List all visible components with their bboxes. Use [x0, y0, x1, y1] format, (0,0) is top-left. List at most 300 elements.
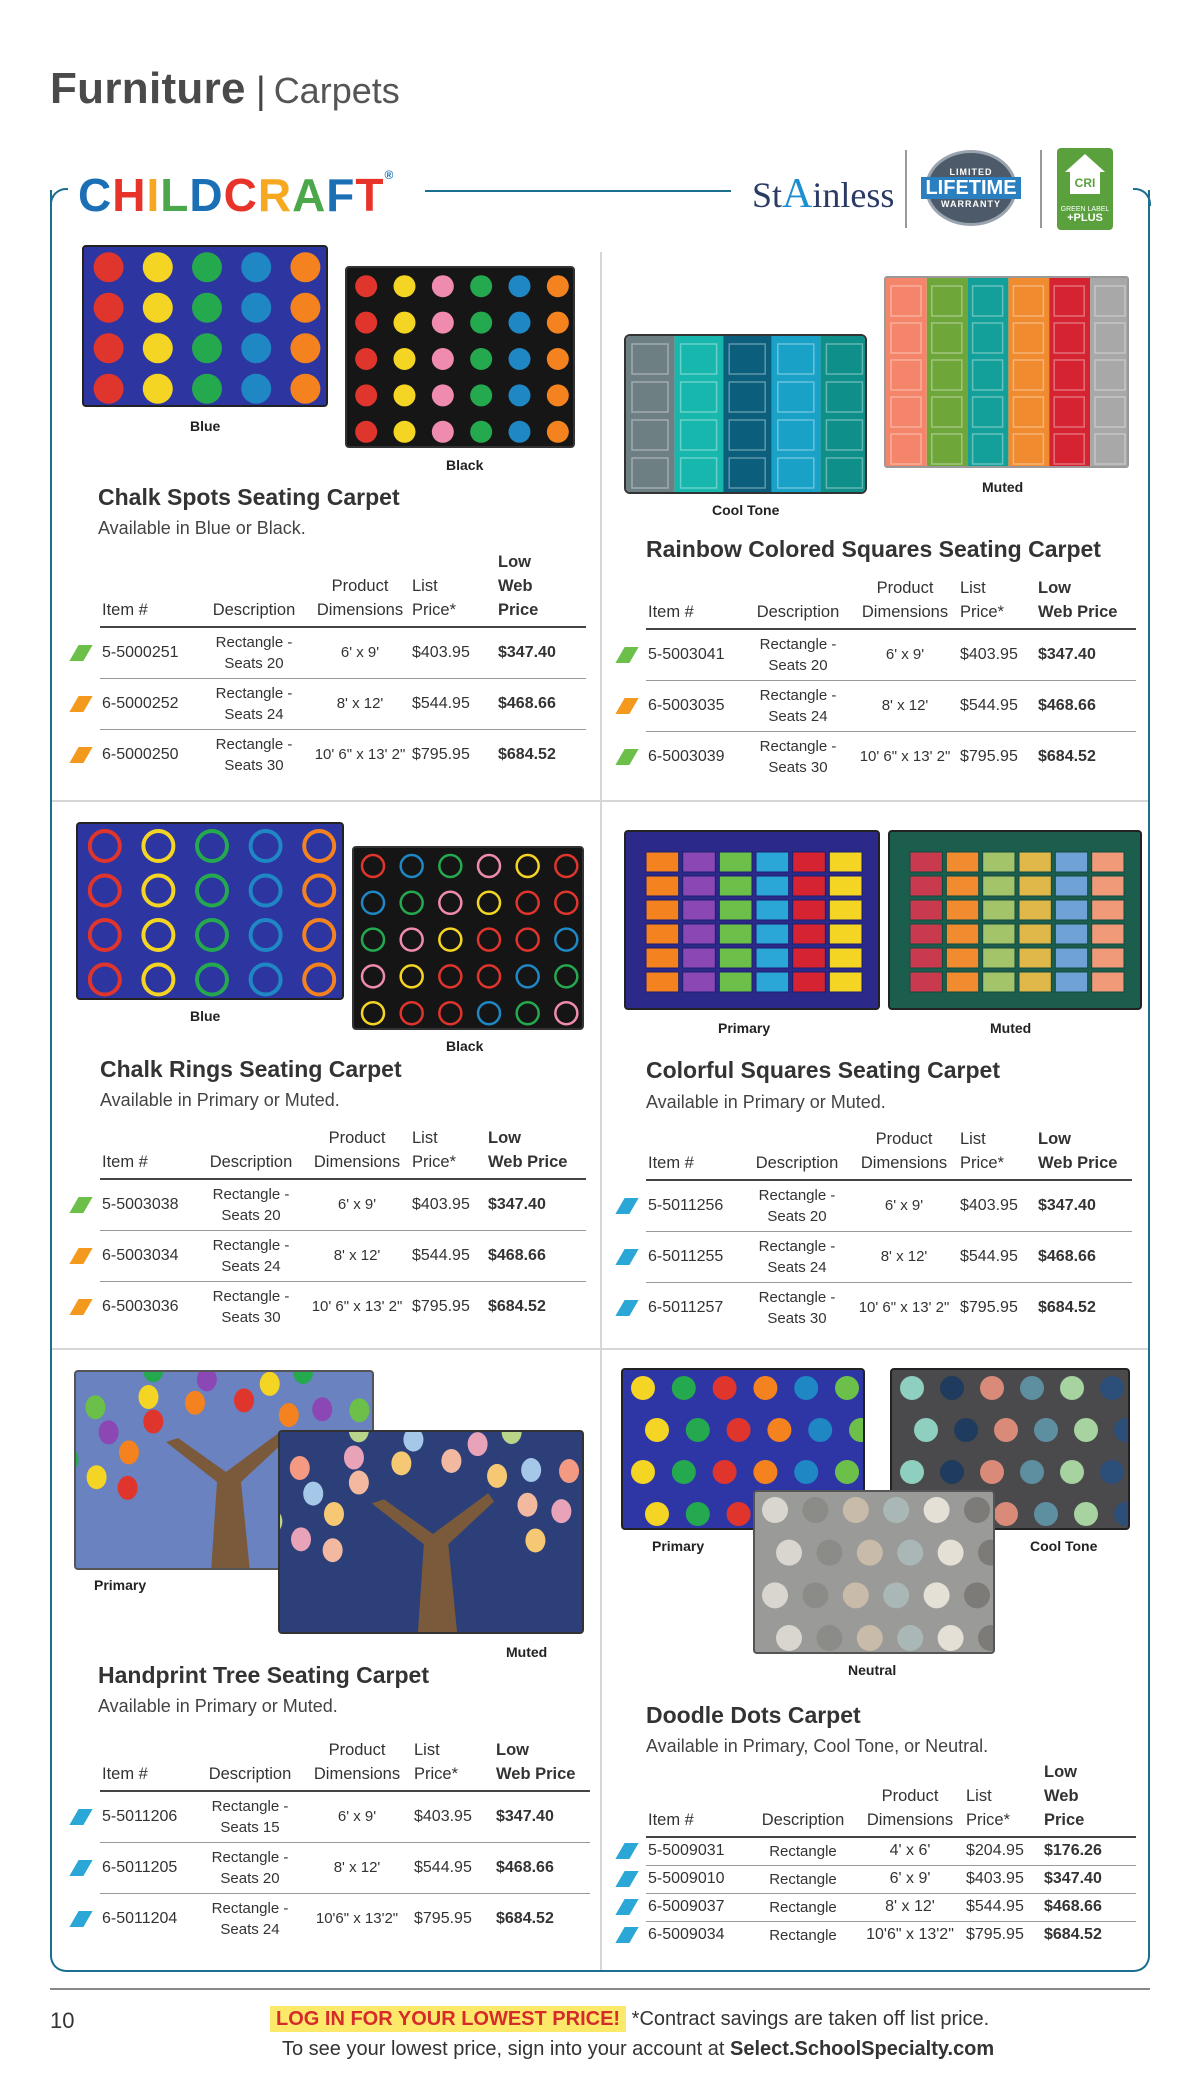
rug-pattern-shape: [478, 965, 500, 987]
rug-pattern-shape: [470, 348, 492, 370]
price-table: [646, 576, 1136, 782]
table-row: [646, 1837, 1136, 1865]
color-label: Primary: [652, 1538, 705, 1554]
rug-pattern-shape: [646, 924, 679, 944]
rug-pattern-shape: [143, 965, 173, 995]
rug-pattern-shape: [897, 1625, 923, 1651]
rug-pattern-shape: [470, 421, 492, 443]
dimensions-cell: 8' x 12': [302, 1842, 412, 1893]
rug-pattern-shape: [983, 924, 1015, 944]
dimensions-cell: 6' x 9': [304, 1179, 410, 1230]
rug-pattern-shape: [478, 1002, 500, 1024]
product-title: Rainbow Colored Squares Seating Carpet: [646, 536, 1101, 562]
description-cell: Rectangle: [750, 1837, 856, 1865]
rug-pattern-shape: [517, 965, 539, 987]
web-price-cell: $468.66: [486, 1230, 586, 1281]
col-web-price: Low Web Price: [486, 1126, 586, 1179]
rug-image-rainbow-cool-tone: [624, 334, 867, 494]
web-price-cell: $176.26: [1042, 1837, 1136, 1865]
web-price-cell: $468.66: [494, 1842, 590, 1893]
rug-pattern-shape: [946, 876, 978, 896]
color-label: Cool Tone: [712, 502, 780, 518]
rug-pattern-shape: [143, 1372, 163, 1382]
rug-image-handprint-tree-muted: [278, 1430, 584, 1634]
rug-pattern-shape: [355, 384, 377, 406]
rug-pattern-shape: [946, 948, 978, 968]
rug-pattern-shape: [517, 1002, 539, 1024]
rug-pattern-shape: [555, 929, 577, 951]
rug-pattern-shape: [753, 1460, 777, 1484]
rug-pattern-shape: [683, 852, 716, 872]
rug-pattern-shape: [192, 333, 222, 363]
rug-pattern-shape: [1019, 972, 1051, 992]
rug-pattern-shape: [978, 1540, 995, 1566]
rug-pattern-shape: [719, 948, 752, 968]
description-cell: Rectangle - Seats 24: [211, 1899, 289, 1938]
rug-pattern-shape: [362, 892, 384, 914]
rug-pattern-shape: [994, 1418, 1018, 1442]
rug-pattern-shape: [517, 855, 539, 877]
rug-pattern-shape: [478, 892, 500, 914]
rug-pattern-shape: [241, 252, 271, 282]
rug-pattern-shape: [820, 336, 867, 494]
color-label: Muted: [990, 1020, 1032, 1036]
rug-pattern-shape: [197, 831, 227, 861]
dimensions-cell: 8' x 12': [852, 680, 958, 731]
rug-pattern-shape: [719, 852, 752, 872]
rug-pattern-shape: [323, 1538, 343, 1562]
rug-pattern-shape: [793, 876, 826, 896]
signin-text: To see your lowest price, sign into your account at: [282, 2038, 725, 2060]
list-price-cell: $403.95: [412, 1791, 494, 1842]
list-price-cell: $795.95: [960, 1298, 1018, 1316]
rug-pattern-shape: [980, 1460, 1004, 1484]
rug-pattern-shape: [756, 900, 789, 920]
rug-pattern-shape: [349, 1432, 369, 1442]
rug-pattern-shape: [303, 1482, 323, 1506]
description-cell: Rectangle: [769, 1926, 837, 1944]
rug-pattern-shape: [1100, 1376, 1124, 1400]
item-number-cell[interactable]: 6-5011204: [100, 1893, 198, 1944]
rug-pattern-shape: [756, 876, 789, 896]
rug-pattern-shape: [487, 1464, 507, 1488]
rug-pattern-shape: [559, 1459, 579, 1483]
product-availability: Available in Primary, Cool Tone, or Neutral.: [646, 1736, 989, 1756]
rug-pattern-shape: [478, 929, 500, 951]
item-number-cell[interactable]: 5-5009010: [646, 1865, 750, 1893]
rug-pattern-shape: [719, 900, 752, 920]
list-price-cell: $795.95: [960, 747, 1018, 765]
rug-pattern-shape: [646, 900, 679, 920]
table-row: [100, 678, 586, 729]
web-price-cell: $684.52: [496, 1909, 554, 1927]
rug-pattern-shape: [143, 876, 173, 906]
rug-pattern-shape: [76, 1448, 79, 1472]
price-table: [646, 1760, 1136, 1949]
rug-pattern-shape: [1055, 972, 1087, 992]
rug-pattern-shape: [304, 965, 334, 995]
rug-pattern-shape: [756, 852, 789, 872]
item-number-cell[interactable]: 6-5003034: [100, 1230, 198, 1281]
rug-pattern-shape: [119, 1440, 139, 1464]
rug-pattern-shape: [983, 876, 1015, 896]
item-number-cell[interactable]: 6-5011205: [100, 1842, 198, 1893]
rug-pattern-shape: [762, 1582, 788, 1608]
web-price-cell: $684.52: [1038, 747, 1096, 765]
dimensions-cell: 6' x 9': [850, 1180, 958, 1231]
col-description: Description: [198, 550, 310, 627]
color-label: Blue: [190, 1008, 221, 1024]
item-number-cell[interactable]: 6-5009037: [646, 1893, 750, 1921]
frame-top-line: [425, 190, 731, 192]
list-price-cell: $403.95: [964, 1865, 1042, 1893]
rug-pattern-shape: [946, 924, 978, 944]
table-row: [646, 1231, 1132, 1282]
description-cell: Rectangle: [750, 1865, 856, 1893]
dimensions-cell: 6' x 9': [302, 1791, 412, 1842]
col-web-price: Low Web Price: [1036, 1127, 1132, 1180]
rug-pattern-shape: [251, 876, 281, 906]
column-divider: [600, 252, 602, 1970]
web-price-cell: $468.66: [1036, 680, 1136, 731]
description-cell: Rectangle - Seats 20: [198, 1179, 304, 1230]
rug-pattern-shape: [166, 1432, 286, 1570]
rug-pattern-shape: [192, 374, 222, 404]
product-title: Handprint Tree Seating Carpet: [98, 1662, 430, 1688]
col-item: Item #: [100, 1126, 198, 1179]
rug-pattern-shape: [646, 972, 679, 992]
rug-pattern-shape: [713, 1376, 737, 1400]
rug-pattern-shape: [1092, 876, 1124, 896]
rug-pattern-shape: [241, 333, 271, 363]
item-number-cell[interactable]: 6-5000252: [100, 678, 198, 729]
col-item: Item #: [646, 1127, 744, 1180]
web-price-cell: $347.40: [1036, 1180, 1132, 1231]
rug-pattern-shape: [143, 333, 173, 363]
rug-pattern-shape: [355, 275, 377, 297]
rug-pattern-shape: [1060, 1460, 1084, 1484]
web-price-cell: $684.52: [498, 745, 556, 763]
color-label: Muted: [506, 1644, 548, 1660]
product-title: Chalk Spots Seating Carpet: [98, 484, 400, 510]
table-row: [646, 629, 1136, 680]
rug-pattern-shape: [439, 892, 461, 914]
rug-pattern-shape: [910, 900, 942, 920]
rug-pattern-shape: [394, 275, 416, 297]
rug-pattern-shape: [470, 312, 492, 334]
rug-pattern-shape: [470, 275, 492, 297]
dimensions-cell: 8' x 12': [850, 1231, 958, 1282]
rug-pattern-shape: [1092, 900, 1124, 920]
rug-pattern-shape: [1092, 972, 1124, 992]
page-number: 10: [50, 2008, 75, 2033]
rug-pattern-shape: [1020, 1460, 1044, 1484]
rug-pattern-shape: [547, 312, 569, 334]
rug-pattern-shape: [509, 312, 531, 334]
stainless-logo: StAinless: [752, 171, 895, 217]
rug-pattern-shape: [394, 348, 416, 370]
rug-pattern-shape: [1019, 852, 1051, 872]
description-cell: Rectangle - Seats 20: [744, 629, 852, 680]
rug-pattern-shape: [1055, 876, 1087, 896]
rug-pattern-shape: [843, 1582, 869, 1608]
rug-pattern-shape: [994, 1502, 1018, 1526]
col-description: Description: [750, 1760, 856, 1837]
item-number-cell[interactable]: 6-5000250: [100, 729, 198, 780]
rug-pattern-shape: [143, 293, 173, 323]
col-item: Item #: [646, 576, 744, 629]
rug-pattern-shape: [290, 333, 320, 363]
item-number-cell[interactable]: 5-5009031: [646, 1837, 750, 1865]
rug-pattern-shape: [829, 948, 862, 968]
badge-bottom-text: WARRANTY: [941, 199, 1001, 209]
rug-pattern-shape: [835, 1460, 859, 1484]
rug-pattern-shape: [843, 1497, 869, 1523]
rug-pattern-shape: [324, 1502, 344, 1526]
col-dimensions: Product Dimensions: [852, 576, 958, 629]
rug-pattern-shape: [432, 384, 454, 406]
rug-pattern-shape: [143, 252, 173, 282]
rug-pattern-shape: [99, 1420, 119, 1444]
rug-pattern-shape: [910, 852, 942, 872]
rug-pattern-shape: [547, 384, 569, 406]
rug-pattern-shape: [645, 1418, 669, 1442]
rug-pattern-shape: [509, 275, 531, 297]
rug-pattern-shape: [394, 421, 416, 443]
rug-pattern-shape: [241, 293, 271, 323]
product-availability: Available in Blue or Black.: [98, 518, 306, 538]
list-price-cell: $795.95: [412, 745, 470, 763]
rug-pattern-shape: [829, 924, 862, 944]
rug-pattern-shape: [143, 374, 173, 404]
rug-pattern-shape: [143, 831, 173, 861]
rug-pattern-shape: [525, 1528, 545, 1552]
web-price-cell: $347.40: [1042, 1865, 1136, 1893]
list-price-cell: $544.95: [964, 1893, 1042, 1921]
rug-pattern-shape: [470, 384, 492, 406]
rug-pattern-shape: [401, 855, 423, 877]
rug-pattern-shape: [439, 965, 461, 987]
item-number-cell[interactable]: 6-5003039: [646, 731, 744, 782]
dimensions-cell: 6' x 9': [852, 629, 958, 680]
rug-pattern-shape: [401, 892, 423, 914]
table-row: [646, 1921, 1136, 1949]
color-label: Cool Tone: [1030, 1538, 1098, 1554]
col-web-price: Low Web Price: [1042, 1760, 1136, 1837]
table-row: [100, 1893, 590, 1944]
rug-pattern-shape: [197, 876, 227, 906]
rug-pattern-shape: [94, 333, 124, 363]
rug-pattern-shape: [349, 1398, 369, 1422]
rug-pattern-shape: [756, 972, 789, 992]
item-number-cell[interactable]: 5-5011206: [100, 1791, 198, 1842]
table-row: [646, 1180, 1132, 1231]
description-cell: Rectangle - Seats 30: [212, 1287, 290, 1326]
rug-pattern-shape: [883, 1497, 909, 1523]
logo-divider: [1040, 150, 1042, 228]
rug-pattern-shape: [509, 421, 531, 443]
rug-pattern-shape: [686, 1418, 710, 1442]
col-item: Item #: [100, 1738, 198, 1791]
rug-pattern-shape: [138, 1385, 158, 1409]
table-row: [100, 1230, 586, 1281]
list-price-cell: $403.95: [410, 627, 496, 678]
item-number-cell[interactable]: 6-5011257: [646, 1282, 744, 1333]
rug-pattern-shape: [1092, 852, 1124, 872]
web-price-cell: $347.40: [494, 1791, 590, 1842]
dimensions-cell: 10' 6" x 13' 2": [311, 1298, 403, 1316]
rug-pattern-shape: [547, 275, 569, 297]
dimensions-cell: 10' 6" x 13' 2": [858, 1299, 950, 1317]
rug-pattern-shape: [756, 924, 789, 944]
rug-pattern-shape: [304, 876, 334, 906]
rug-pattern-shape: [555, 1002, 577, 1024]
rug-pattern-shape: [762, 1497, 788, 1523]
list-price-cell: $403.95: [958, 1180, 1036, 1231]
rug-pattern-shape: [756, 948, 789, 968]
web-price-cell: $684.52: [1038, 1298, 1096, 1316]
rug-pattern-shape: [468, 1432, 488, 1456]
color-label: Neutral: [848, 1662, 897, 1678]
rug-pattern-shape: [1055, 852, 1087, 872]
list-price-cell: $403.95: [958, 629, 1036, 680]
list-price-cell: $204.95: [964, 1837, 1042, 1865]
rug-pattern-shape: [672, 1460, 696, 1484]
color-label: Blue: [190, 418, 221, 434]
col-description: Description: [198, 1738, 302, 1791]
login-promo-link[interactable]: LOG IN FOR YOUR LOWEST PRICE!: [270, 2006, 626, 2032]
rug-pattern-shape: [197, 965, 227, 995]
rug-pattern-shape: [631, 1460, 655, 1484]
rug-image-chalk-spots-black: [345, 266, 575, 448]
rug-pattern-shape: [260, 1372, 280, 1396]
rug-pattern-shape: [118, 1476, 138, 1500]
item-number-cell[interactable]: 5-5003038: [100, 1179, 198, 1230]
rug-pattern-shape: [401, 929, 423, 951]
price-table: [646, 1127, 1132, 1333]
rug-pattern-shape: [672, 1376, 696, 1400]
rug-pattern-shape: [1092, 948, 1124, 968]
rug-pattern-shape: [940, 1460, 964, 1484]
rug-pattern-shape: [829, 900, 862, 920]
rug-pattern-shape: [362, 855, 384, 877]
logo-divider: [905, 150, 907, 228]
col-dimensions: Product Dimensions: [850, 1127, 958, 1180]
col-dimensions: Product Dimensions: [856, 1760, 964, 1837]
rug-pattern-shape: [938, 1540, 964, 1566]
item-number-cell[interactable]: 5-5000251: [100, 627, 198, 678]
item-number-cell[interactable]: 6-5003035: [646, 680, 744, 731]
item-number-cell[interactable]: 5-5011256: [646, 1180, 744, 1231]
footer-rule: [50, 1988, 1150, 1990]
rug-pattern-shape: [432, 348, 454, 370]
item-number-cell[interactable]: 6-5003036: [100, 1281, 198, 1332]
site-link[interactable]: Select.SchoolSpecialty.com: [730, 2038, 995, 2060]
rug-pattern-shape: [290, 293, 320, 323]
rug-pattern-shape: [432, 421, 454, 443]
rug-pattern-shape: [290, 252, 320, 282]
rug-pattern-shape: [394, 312, 416, 334]
col-description: Description: [198, 1126, 304, 1179]
rug-pattern-shape: [439, 855, 461, 877]
price-table: [100, 550, 586, 780]
product-availability: Available in Primary or Muted.: [98, 1696, 338, 1716]
lifetime-warranty-badge: [925, 150, 1017, 226]
rug-pattern-shape: [794, 1460, 818, 1484]
rug-pattern-shape: [241, 374, 271, 404]
rug-pattern-shape: [683, 876, 716, 896]
rug-pattern-shape: [90, 831, 120, 861]
col-list-price: List Price*: [410, 1126, 486, 1179]
rug-pattern-shape: [983, 900, 1015, 920]
col-list-price: List Price*: [964, 1760, 1042, 1837]
list-price-cell: $795.95: [966, 1926, 1024, 1944]
row-divider: [52, 800, 1148, 802]
web-price-cell: $347.40: [486, 1179, 586, 1230]
table-row: [100, 1281, 586, 1332]
rug-pattern-shape: [946, 972, 978, 992]
rug-pattern-shape: [85, 1395, 105, 1419]
description-cell: Rectangle - Seats 30: [215, 735, 293, 774]
contract-note: *Contract savings are taken off list price.: [631, 2008, 990, 2030]
rug-pattern-shape: [980, 1376, 1004, 1400]
rug-pattern-shape: [509, 384, 531, 406]
rug-pattern-shape: [776, 1625, 802, 1651]
rug-pattern-shape: [290, 374, 320, 404]
rug-pattern-shape: [776, 1540, 802, 1566]
title-separator: |: [255, 70, 266, 112]
item-number-cell[interactable]: 6-5011255: [646, 1231, 744, 1282]
childcraft-logo: CHILDCRAFT®: [78, 168, 395, 221]
rug-pattern-shape: [251, 920, 281, 950]
description-cell: Rectangle - Seats 15: [198, 1791, 302, 1842]
col-item: Item #: [646, 1760, 750, 1837]
rug-pattern-shape: [686, 1502, 710, 1526]
rug-pattern-shape: [719, 876, 752, 896]
item-number-cell[interactable]: 5-5003041: [646, 629, 744, 680]
rug-pattern-shape: [1055, 900, 1087, 920]
rug-pattern-shape: [713, 1460, 737, 1484]
rug-pattern-shape: [719, 972, 752, 992]
rug-pattern-shape: [910, 948, 942, 968]
rug-pattern-shape: [372, 1493, 494, 1634]
col-list-price: List Price*: [410, 550, 496, 627]
dimensions-cell: 10'6" x 13'2": [315, 1910, 399, 1928]
col-item: Item #: [100, 550, 198, 627]
rug-pattern-shape: [910, 924, 942, 944]
rug-pattern-shape: [1060, 1376, 1084, 1400]
rug-pattern-shape: [304, 831, 334, 861]
list-price-cell: $403.95: [410, 1179, 486, 1230]
rug-pattern-shape: [94, 293, 124, 323]
rug-pattern-shape: [521, 1458, 541, 1482]
rug-pattern-shape: [683, 972, 716, 992]
rug-pattern-shape: [946, 852, 978, 872]
rug-pattern-shape: [829, 852, 862, 872]
item-number-cell[interactable]: 6-5009034: [646, 1921, 750, 1949]
rug-pattern-shape: [1074, 1418, 1098, 1442]
table-row: [100, 627, 586, 678]
rug-pattern-shape: [727, 1502, 751, 1526]
row-divider: [52, 1348, 1148, 1350]
col-dimensions: Product Dimensions: [302, 1738, 412, 1791]
rug-pattern-shape: [1055, 924, 1087, 944]
badge-top-text: LIMITED: [949, 167, 993, 177]
col-description: Description: [744, 1127, 850, 1180]
rug-pattern-shape: [362, 965, 384, 987]
col-dimensions: Product Dimensions: [304, 1126, 410, 1179]
web-price-cell: $684.52: [488, 1297, 546, 1315]
